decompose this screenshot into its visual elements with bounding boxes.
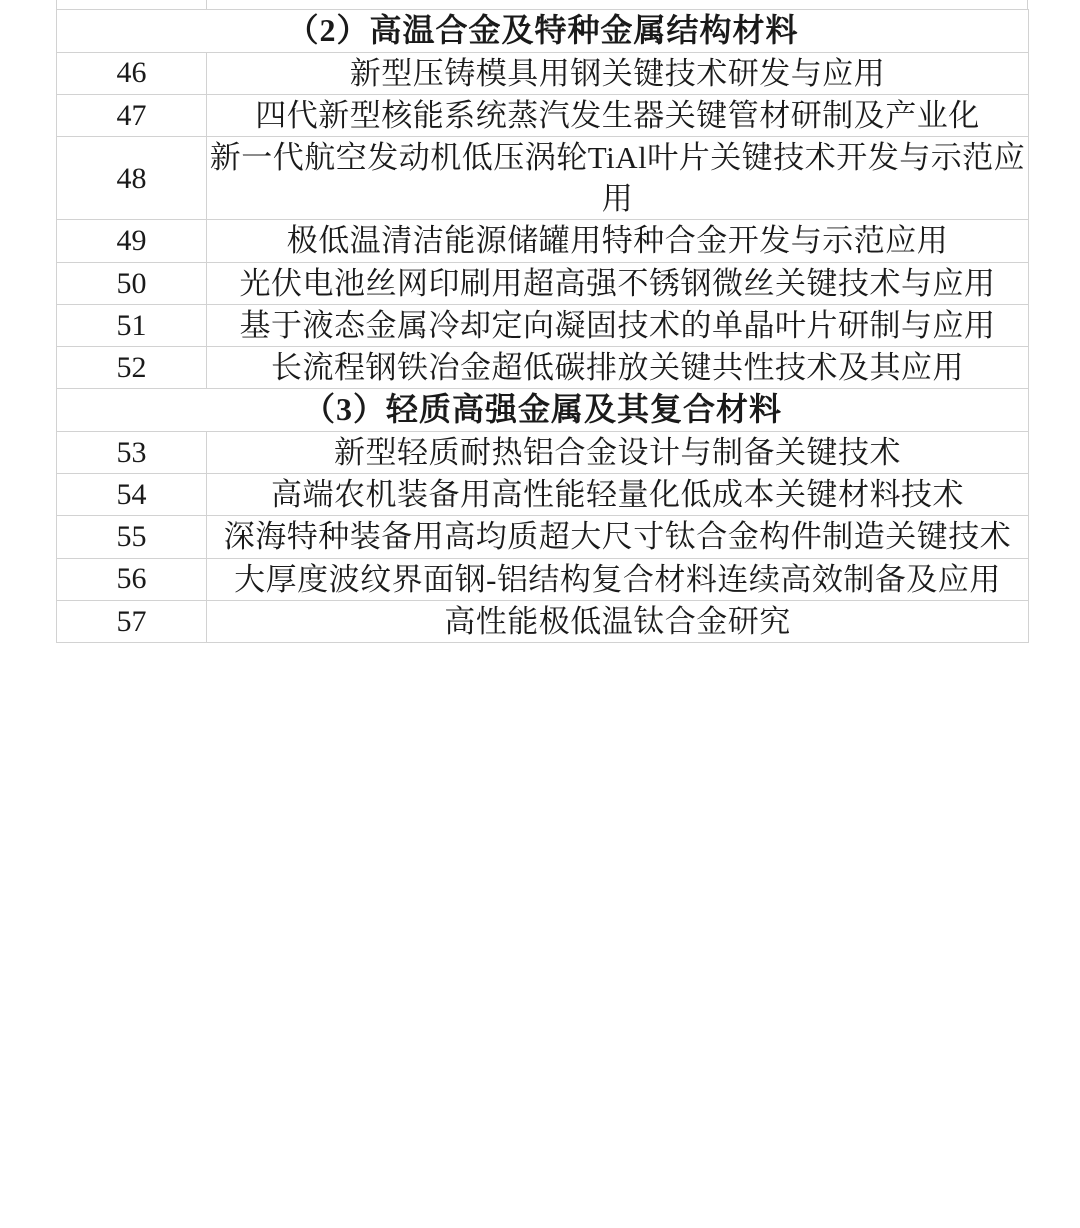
previous-row-title-cell: [207, 0, 1027, 9]
row-number: 57: [57, 600, 207, 642]
table-row: [57, 262, 1029, 304]
table-row: [57, 474, 1029, 516]
table-row: [57, 431, 1029, 473]
row-number: 48: [57, 137, 207, 220]
table-row: [57, 304, 1029, 346]
table-row: [57, 516, 1029, 558]
section-heading-row: [57, 389, 1029, 432]
row-title: 大厚度波纹界面钢-铝结构复合材料连续高效制备及应用: [207, 558, 1029, 600]
row-title: 极低温清洁能源储罐用特种合金开发与示范应用: [207, 220, 1029, 262]
row-number: 47: [57, 94, 207, 136]
row-number: 52: [57, 347, 207, 389]
section-heading-3: （3）轻质高强金属及其复合材料: [57, 389, 1029, 432]
row-title: 深海特种装备用高均质超大尺寸钛合金构件制造关键技术: [207, 516, 1029, 558]
table-row: [57, 600, 1029, 642]
previous-row-number-cell: [57, 0, 207, 9]
row-title: 新型压铸模具用钢关键技术研发与应用: [207, 52, 1029, 94]
row-title: 高端农机装备用高性能轻量化低成本关键材料技术: [207, 474, 1029, 516]
table-row: [57, 347, 1029, 389]
section-heading-row: [57, 10, 1029, 53]
table-row: [57, 137, 1029, 220]
row-title: 四代新型核能系统蒸汽发生器关键管材研制及产业化: [207, 94, 1029, 136]
table-row: [57, 558, 1029, 600]
table-row: [57, 94, 1029, 136]
row-title: 高性能极低温钛合金研究: [207, 600, 1029, 642]
row-number: 46: [57, 52, 207, 94]
previous-row-sliver: [56, 0, 1028, 9]
section-heading-2: （2）高温合金及特种金属结构材料: [57, 10, 1029, 53]
row-title: 新型轻质耐热铝合金设计与制备关键技术: [207, 431, 1029, 473]
row-number: 53: [57, 431, 207, 473]
table-row: [57, 220, 1029, 262]
project-list-table: [56, 9, 1029, 643]
row-title: 基于液态金属冷却定向凝固技术的单晶叶片研制与应用: [207, 304, 1029, 346]
row-title: 新一代航空发动机低压涡轮TiAl叶片关键技术开发与示范应用: [207, 137, 1029, 220]
row-number: 49: [57, 220, 207, 262]
row-title: 长流程钢铁冶金超低碳排放关键共性技术及其应用: [207, 347, 1029, 389]
row-number: 55: [57, 516, 207, 558]
row-number: 56: [57, 558, 207, 600]
row-title: 光伏电池丝网印刷用超高强不锈钢微丝关键技术与应用: [207, 262, 1029, 304]
row-number: 50: [57, 262, 207, 304]
table-row: [57, 52, 1029, 94]
row-number: 54: [57, 474, 207, 516]
row-number: 51: [57, 304, 207, 346]
